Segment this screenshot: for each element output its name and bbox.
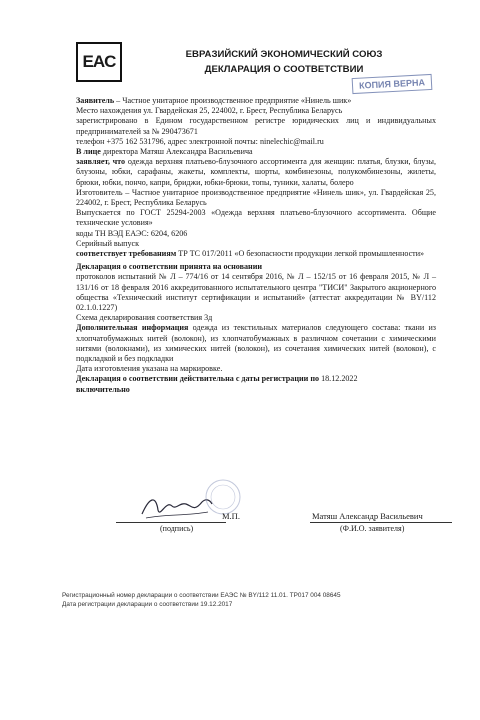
manufacturer-line: Изготовитель – Частное унитарное производственное предприятие «Нинель шик», ул. Гвардейская 25, 224002, г. Брест, Республика Беларусь [76,187,436,208]
applicant-line [76,96,436,106]
validity-line [76,374,436,384]
signature-block [76,492,456,532]
signature-caption: (подпись) [160,524,194,533]
declares-line [76,157,436,188]
conformity-text: ТР ТС 017/2011 «О безопасности продукции легкой промышленности» [176,249,425,259]
additional-info [76,323,436,364]
signer-name: Матяш Александр Васильевич [312,511,423,521]
applicant-address: Место нахождения ул. Гвардейская 25, 224002, г. Брест, Республика Беларусь [76,106,343,116]
marking-line: Дата изготовления указана на маркировке. [76,364,223,374]
validity-label: Декларация о соответствии действительна с даты регистрации по [76,374,320,384]
validity-suffix-line [76,385,436,395]
applicant-label: Заявитель [76,96,115,105]
document-title: ДЕКЛАРАЦИЯ О СООТВЕТСТВИИ [204,64,364,75]
eac-logo: EAC [76,42,122,82]
validity-suffix: включительно [76,384,130,394]
seal-label: М.П. [222,511,240,521]
registration-date: Дата регистрации декларации о соответствии 19.12.2017 [62,600,233,608]
representative-line [76,147,436,157]
standard-line: Выпускается по ГОСТ 25294-2003 «Одежда верхняя платьево-блузочного ассортимента. Общие технические условия» [76,208,436,228]
name-caption: (Ф.И.О. заявителя) [340,524,405,533]
serial-line: Серийный выпуск [76,238,140,248]
basis-label: Декларация о соответствии принята на основании [76,262,263,272]
applicant-text: – Частное унитарное производственное предприятие «Нинель шик» [114,96,352,105]
additional-text: одежда из текстильных материалов следующего состава: ткани из хлопчатобумажных нитей (волокон), из хлопчатобумажных в различном сочетании с химическими нитями (волокнами), из химических нитей (волокон), из сочетания химических нитей (волокон), с подкладкой и без подкладки [76,323,436,364]
declaration-body [76,96,436,395]
registration-number: Регистрационный номер декларации о соответствии ЕАЭС № BY/112 11.01. ТР017 004 08645 [62,592,341,599]
codes-line: коды ТН ВЭД ЕАЭС: 6204, 6206 [76,228,188,238]
registration-footer [62,592,442,609]
conformity-label: соответствует требованиям [76,249,177,259]
applicant-contacts: телефон +375 162 531796, адрес электронной почты: ninelechic@mail.ru [76,136,324,146]
name-line [310,522,452,523]
basis-heading [76,262,436,272]
validity-date: 18.12.2022 [319,374,358,384]
declares-label: заявляет, что [76,157,126,167]
representative-label: В лице [76,147,101,157]
declares-text: одежда верхняя платьево-блузочного ассортимента для женщин: платья, блузки, блузы, блузоны, юбки, сарафаны, жакеты, комплекты, шорты, комбинезоны, полукомбинезоны, жилеты, брюки, юбки, пончо, капри, бриджи, юбки-брюки, топы, туники, халаты, болеро [76,157,436,187]
representative-text: директора Матяш Александра Васильевича [100,147,253,157]
signature-line [116,522,226,523]
conformity-line [76,249,436,259]
additional-label: Дополнительная информация [76,323,189,333]
scheme-line: Схема декларирования соответствия 3д [76,313,213,323]
basis-text: протоколов испытаний № Л – 774/16 от 14 сентября 2016, № Л – 152/15 от 16 февраля 2015, № Л – 131/16 от 18 февраля 2016 аккредитованного испытательного центра "ТИСИ" Закрытого акционерного общества «Технический институт сертификации и испытаний» (аттестат аккредитации № BY/112 02.1.0.1227) [76,272,436,313]
copy-stamp: КОПИЯ ВЕРНА [352,74,433,94]
union-title: ЕВРАЗИЙСКИЙ ЭКОНОМИЧЕСКИЙ СОЮЗ [185,49,383,60]
applicant-registration: зарегистрировано в Едином государственном регистре юридических лиц и индивидуальных предпринимателей за № 290473671 [76,116,436,136]
